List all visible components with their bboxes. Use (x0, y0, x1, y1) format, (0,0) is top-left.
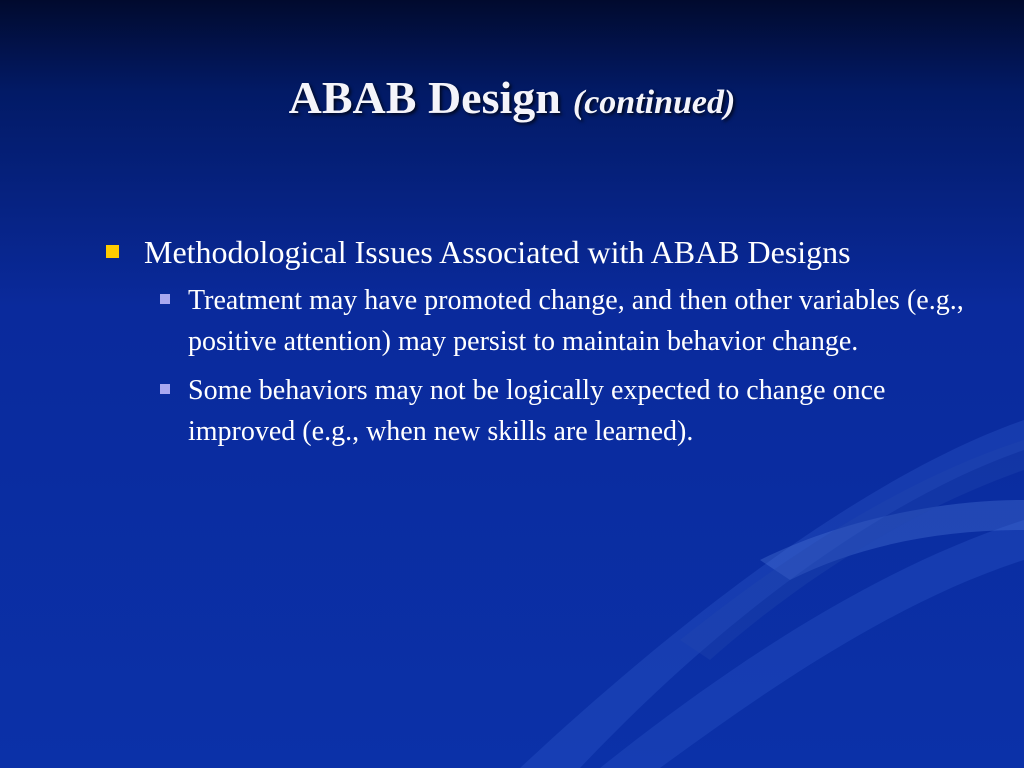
square-bullet-icon (160, 294, 170, 304)
bullet-list (104, 228, 964, 452)
sub-bullet-item (144, 370, 964, 452)
sub-bullet-item (144, 280, 964, 362)
square-bullet-icon (160, 384, 170, 394)
title-subtitle: (continued) (572, 84, 736, 121)
bullet-text: Methodological Issues Associated with ABAB Designs (144, 234, 851, 270)
square-bullet-icon (106, 245, 119, 258)
sub-bullet-text: Some behaviors may not be logically expected to change once improved (e.g., when new skills are learned). (188, 375, 886, 447)
sub-bullet-text: Treatment may have promoted change, and then other variables (e.g., positive attention) may persist to maintain behavior change. (188, 285, 964, 357)
title-text: ABAB Design (288, 72, 561, 123)
slide-title (0, 70, 1024, 131)
bullet-item (104, 228, 964, 276)
